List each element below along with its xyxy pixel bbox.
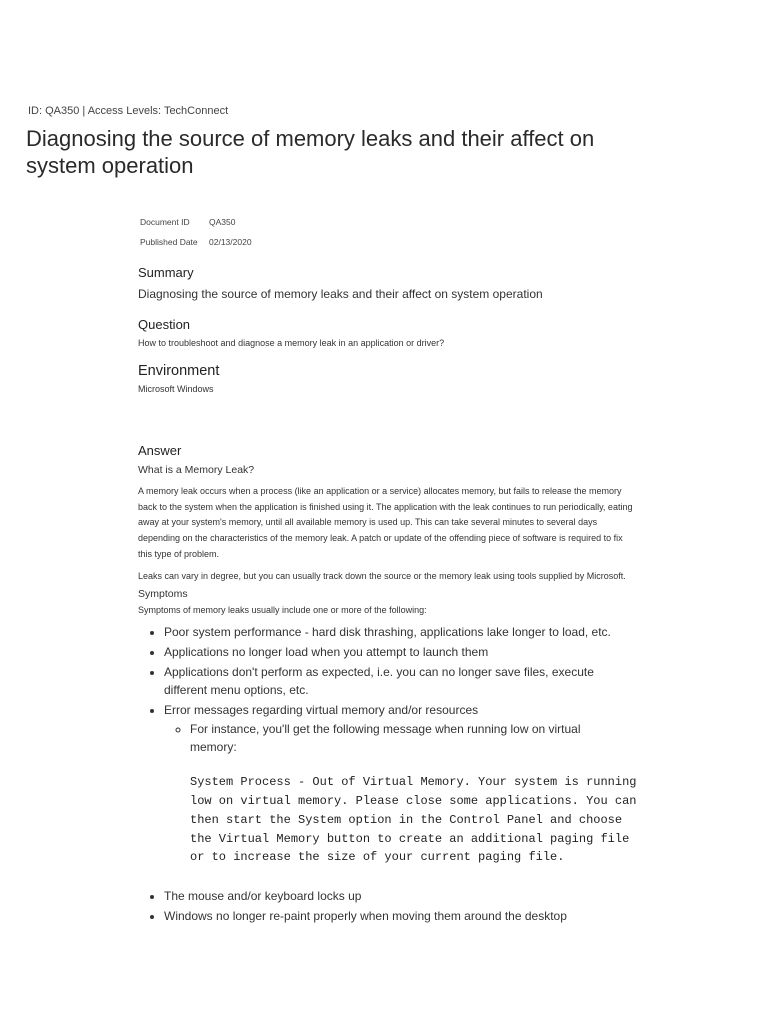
what-is-memory-leak-heading: What is a Memory Leak? <box>138 464 255 476</box>
list-item: • Applications don't perform as expected, i.e. you can no longer save files, execute different menu options, etc. <box>164 663 634 699</box>
document-id-label: Document ID <box>140 217 190 227</box>
list-item: • Poor system performance - hard disk thrashing, applications lake longer to load, etc. <box>164 623 634 641</box>
environment-heading: Environment <box>138 363 220 379</box>
question-heading: Question <box>138 317 191 332</box>
symptoms-heading: Symptoms <box>138 588 188 601</box>
published-date-value: 02/13/2020 <box>209 237 252 247</box>
published-date-row <box>138 232 252 252</box>
symptoms-list <box>138 623 644 925</box>
error-message-code: System Process - Out of Virtual Memory. Your system is running low on virtual memory. Please close some applications. You can then start the System option in the Control Panel and choose the Virtual Memory button to create an additional paging file or to increase the size of your current paging file. <box>190 775 644 865</box>
environment-text: Microsoft Windows <box>138 384 214 394</box>
page-title: Diagnosing the source of memory leaks and their affect on system operation <box>26 126 595 178</box>
nested-list <box>164 720 644 867</box>
document-id-value: QA350 <box>209 217 236 227</box>
document-meta-line: ID: QA350 | Access Levels: TechConnect <box>28 105 229 117</box>
symptoms-intro: Symptoms of memory leaks usually include one or more of the following: <box>138 605 427 616</box>
answer-heading: Answer <box>138 443 182 458</box>
section-spacer <box>138 408 638 442</box>
nested-list-item-text: For instance, you'll get the following message when running low on virtual memory: <box>190 722 581 755</box>
document-info-table <box>138 212 252 252</box>
question-text: How to troubleshoot and diagnose a memory leak in an application or driver? <box>138 338 445 348</box>
nested-list-item <box>190 720 644 867</box>
list-item <box>164 701 644 867</box>
memory-leak-tools-note: Leaks can vary in degree, but you can usually track down the source or the memory leak using tools supplied by Microsoft. <box>138 570 626 581</box>
summary-text: Diagnosing the source of memory leaks and their affect on system operation <box>138 287 543 301</box>
list-item-text: Error messages regarding virtual memory and/or resources <box>164 703 479 718</box>
published-date-label: Published Date <box>140 237 198 247</box>
document-id-row <box>138 212 252 232</box>
list-item: • The mouse and/or keyboard locks up <box>164 887 634 905</box>
summary-heading: Summary <box>138 265 194 280</box>
memory-leak-definition: A memory leak occurs when a process (like an application or a service) allocates memory, but fails to release the memory back to the system when the application is finished using it. The application with the leak continues to run periodically, eating away at your system's memory, until all available memory is used up. This can take several minutes to several days depending on the characteristics of the memory leak. A patch or update of the offending piece of software is required to fix this type of problem. <box>138 486 633 559</box>
article-body <box>138 212 644 927</box>
list-item: • Windows no longer re-paint properly when moving them around the desktop <box>164 907 634 925</box>
list-item: • Applications no longer load when you attempt to launch them <box>164 643 634 661</box>
